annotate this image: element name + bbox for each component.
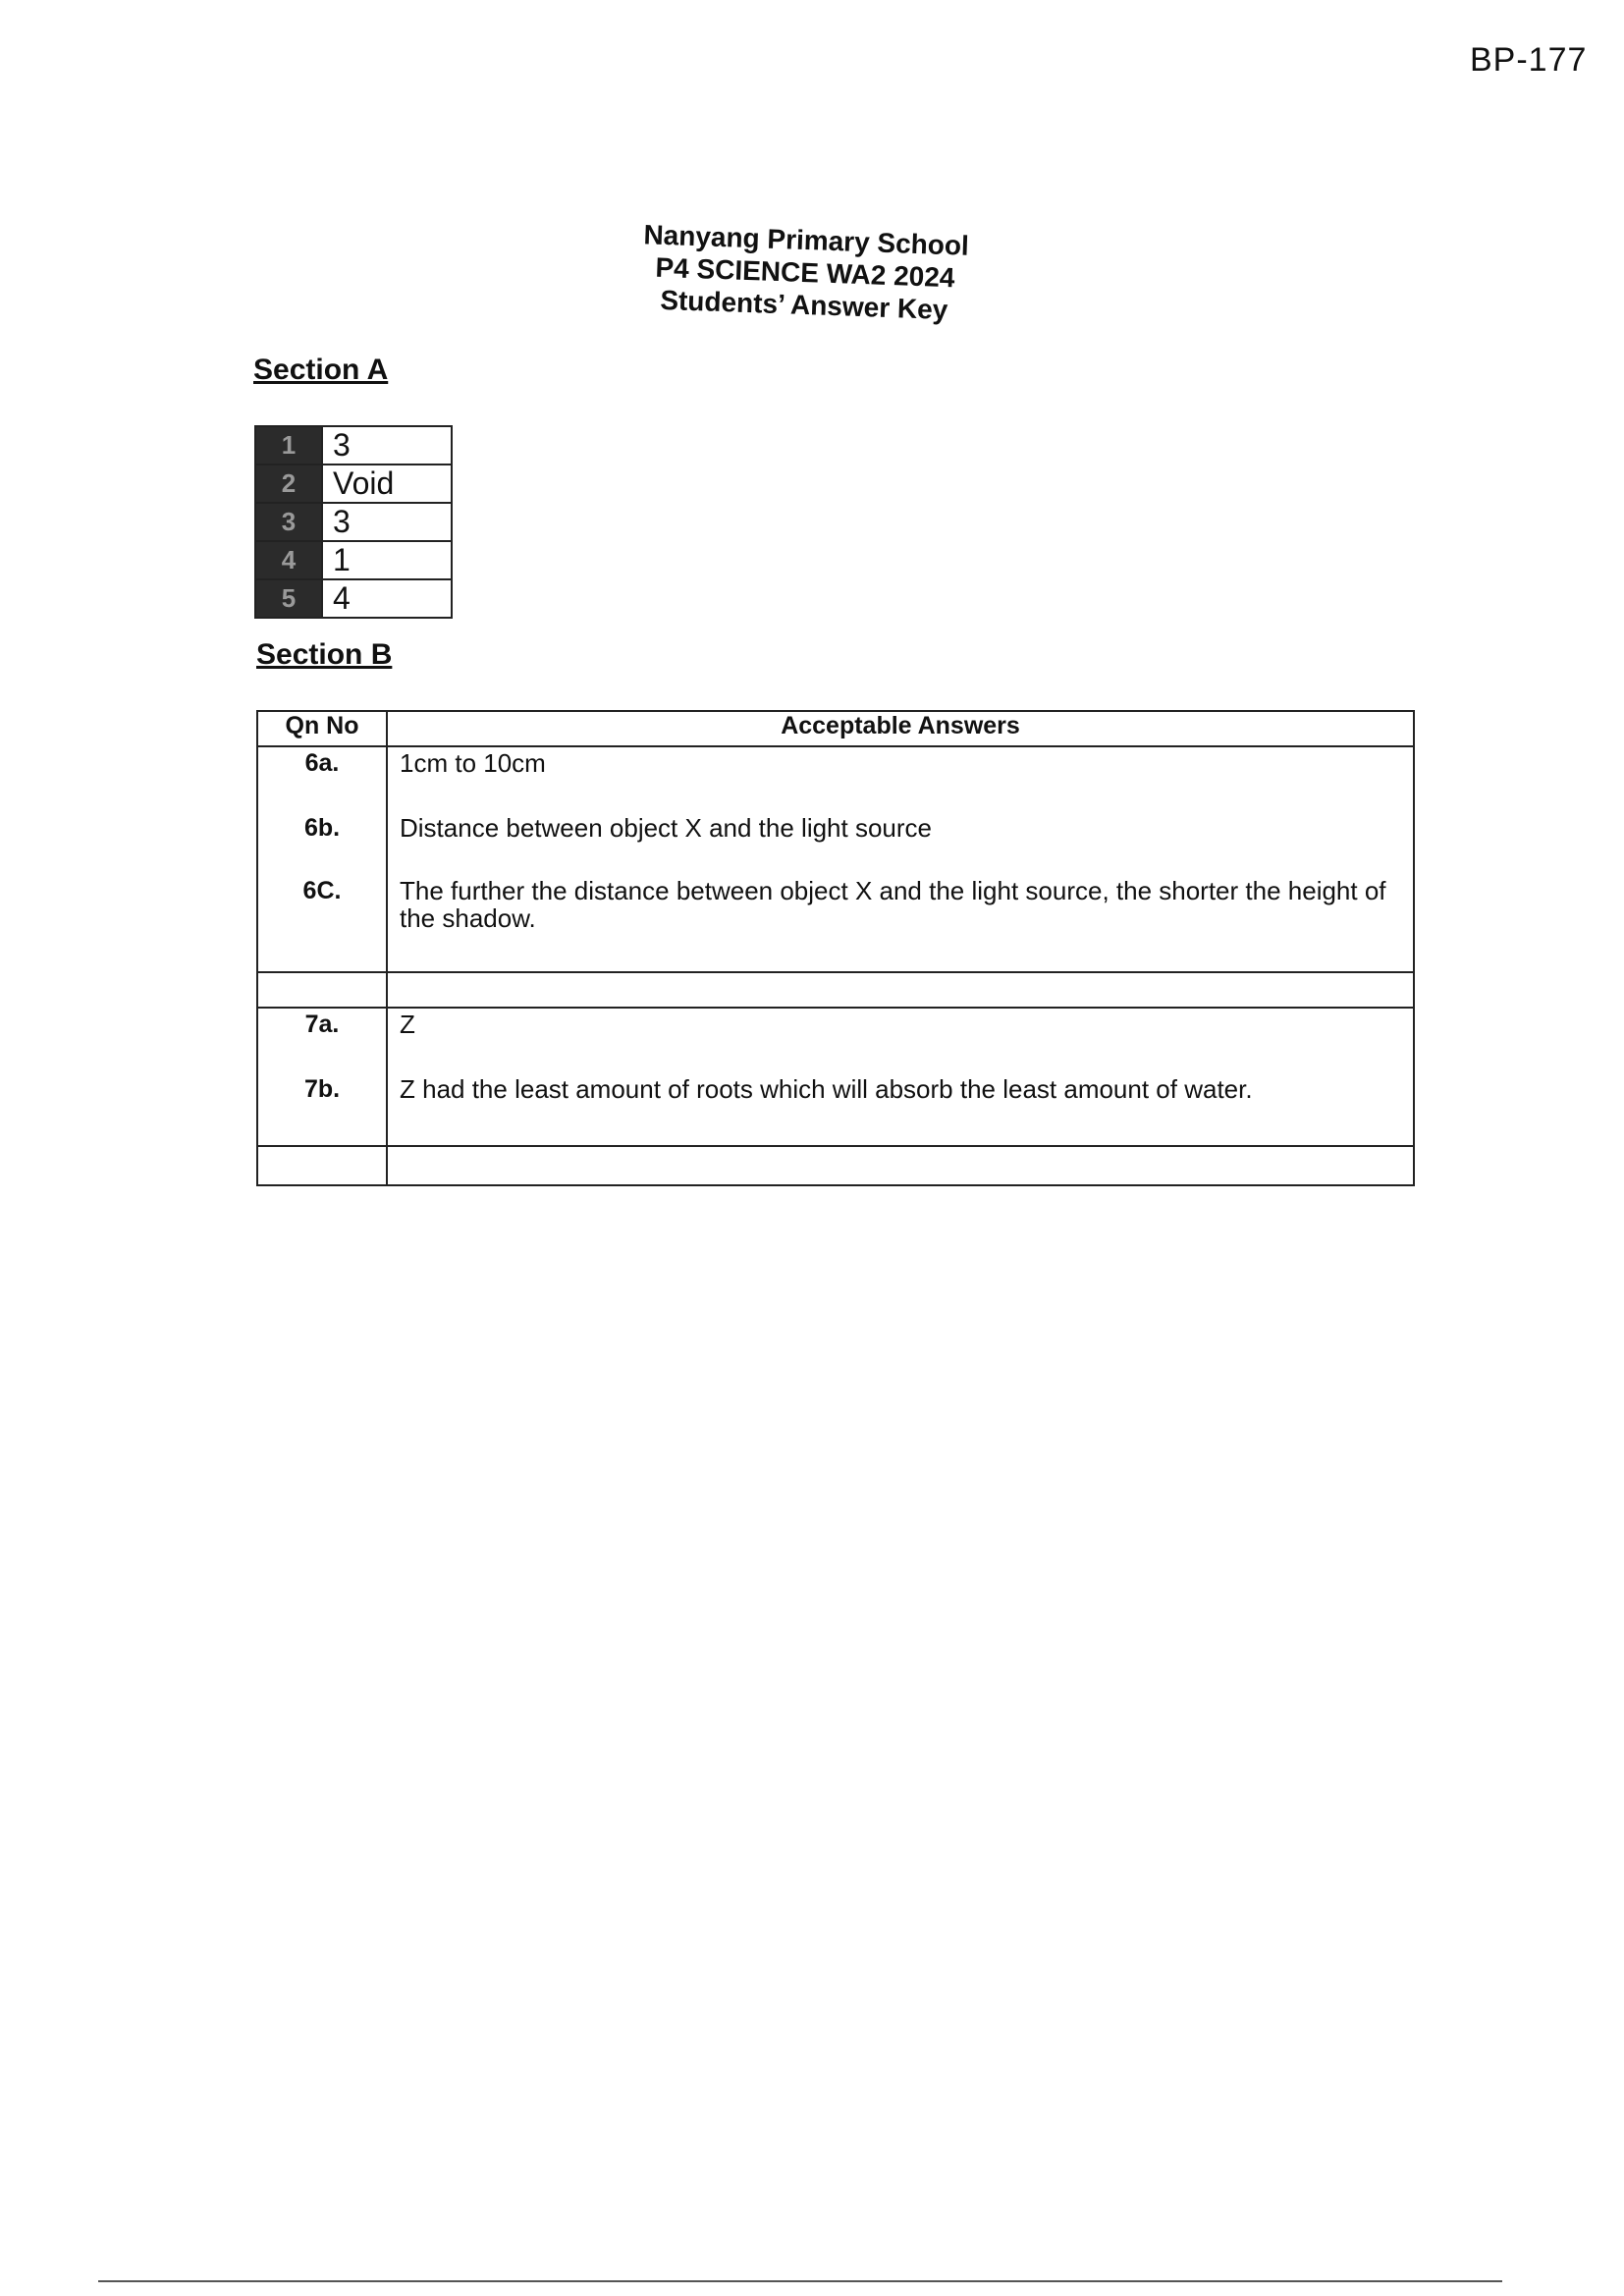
answer-6c: The further the distance between object X and the light source, the shorter the height of the shadow. xyxy=(400,876,1386,933)
answers-q6 xyxy=(387,746,1414,972)
question-number: 2 xyxy=(255,465,322,503)
column-header-qn: Qn No xyxy=(257,711,387,746)
question-number: 5 xyxy=(255,579,322,618)
document-title xyxy=(607,217,1002,328)
table-row xyxy=(255,426,452,465)
section-a-answer-table xyxy=(254,425,453,619)
page-code: BP-177 xyxy=(1470,41,1588,79)
answers-q7 xyxy=(387,1008,1414,1146)
answer-7b: Z had the least amount of roots which will absorb the least amount of water. xyxy=(400,1074,1253,1104)
table-row xyxy=(255,541,452,579)
label-6a: 6a. xyxy=(304,749,340,777)
column-header-answers: Acceptable Answers xyxy=(387,711,1414,746)
label-7a: 7a. xyxy=(304,1011,340,1038)
section-b-heading: Section B xyxy=(256,638,393,671)
table-row-blank xyxy=(257,1146,1414,1185)
answer-value: 1 xyxy=(322,541,452,579)
answer-6b: Distance between object X and the light source xyxy=(400,813,933,843)
table-row xyxy=(255,503,452,541)
doc-type: Students’ Answer Key xyxy=(659,284,948,326)
label-6c: 6C. xyxy=(302,877,342,904)
question-labels-q6 xyxy=(257,746,387,972)
paper-name: P4 SCIENCE WA2 2024 xyxy=(655,251,955,294)
answer-6a: 1cm to 10cm xyxy=(400,748,546,778)
table-row xyxy=(255,579,452,618)
section-b-answer-table xyxy=(256,710,1415,1186)
answer-value: 3 xyxy=(322,426,452,465)
question-number: 1 xyxy=(255,426,322,465)
label-7b: 7b. xyxy=(303,1075,341,1103)
question-labels-q7 xyxy=(257,1008,387,1146)
question-number: 4 xyxy=(255,541,322,579)
answer-7a: Z xyxy=(400,1010,415,1039)
section-a-heading: Section A xyxy=(253,354,389,386)
table-row-q6 xyxy=(257,746,1414,972)
answer-value: 3 xyxy=(322,503,452,541)
answer-value: Void xyxy=(322,465,452,503)
table-row-spacer xyxy=(257,972,1414,1008)
label-6b: 6b. xyxy=(303,814,341,842)
footer-divider xyxy=(98,2280,1502,2282)
table-row xyxy=(255,465,452,503)
question-number: 3 xyxy=(255,503,322,541)
table-row-q7 xyxy=(257,1008,1414,1146)
answer-value: 4 xyxy=(322,579,452,618)
school-name: Nanyang Primary School xyxy=(642,219,970,261)
table-header-row xyxy=(257,711,1414,746)
